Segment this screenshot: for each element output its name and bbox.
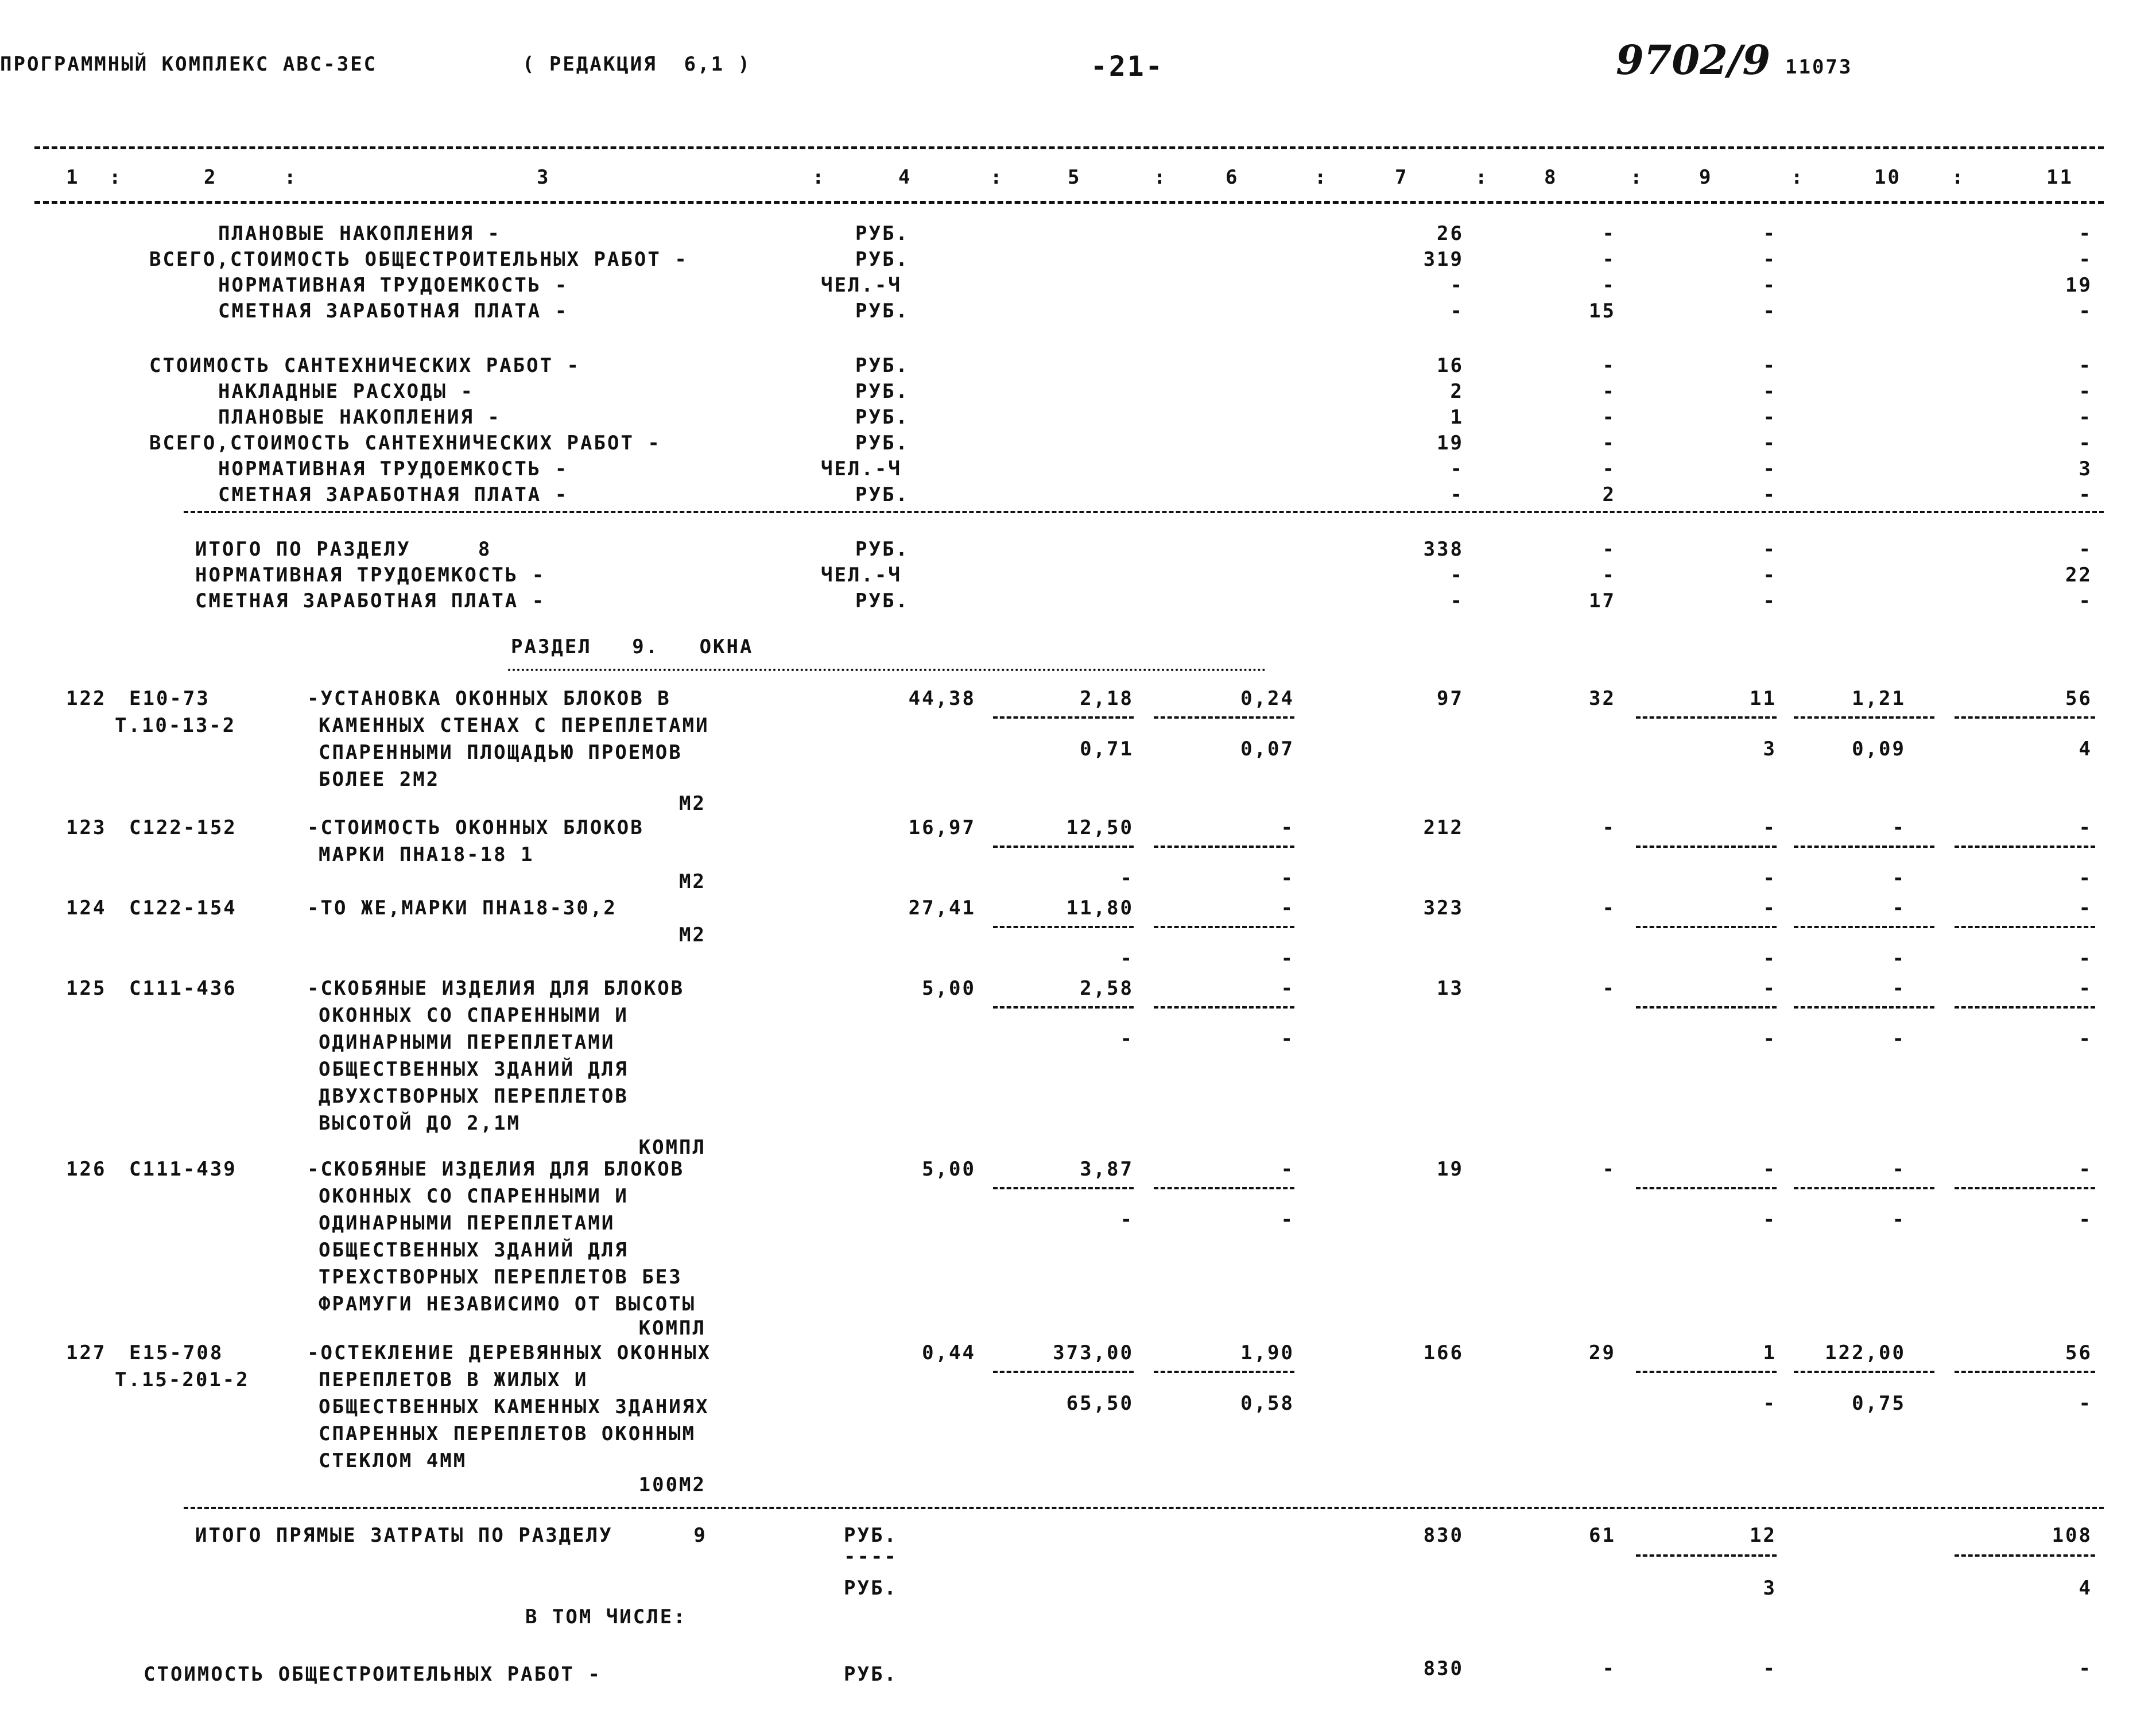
col11-sub-cell: - — [2079, 1027, 2092, 1050]
col9-cell: - — [1763, 1158, 1777, 1181]
item-unit: КОМПЛ — [638, 1317, 706, 1340]
col6-cell: - — [1281, 1158, 1294, 1181]
col9-sub-cell: 3 — [1763, 1577, 1777, 1600]
item-code: Е10-73 — [129, 687, 210, 710]
col11-cell: - — [2079, 354, 2092, 377]
summary-label: НОРМАТИВНАЯ ТРУДОЕМКОСТЬ - — [218, 457, 569, 480]
section-title-underline — [508, 669, 1266, 671]
col11-sub-cell: - — [2079, 947, 2092, 970]
column-separator: : — [812, 166, 826, 189]
subvalue-rule — [1154, 716, 1294, 719]
col9-cell: - — [1763, 432, 1777, 455]
item-description-line: ОБЩЕСТВЕННЫХ ЗДАНИЙ ДЛЯ — [319, 1239, 629, 1262]
subvalue-rule — [1636, 1371, 1777, 1373]
unit-cell: РУБ. — [855, 589, 909, 612]
col4-cell: 27,41 — [908, 897, 976, 920]
col10-cell: - — [1892, 977, 1906, 1000]
column-header-5: 5 — [1068, 166, 1081, 189]
section-title: РАЗДЕЛ 9. ОКНА — [511, 635, 754, 658]
col9-sub-cell: - — [1763, 947, 1777, 970]
item-description-line: -ОСТЕКЛЕНИЕ ДЕРЕВЯННЫХ ОКОННЫХ — [307, 1341, 712, 1364]
subvalue-rule — [1636, 1187, 1777, 1189]
col7-cell: 212 — [1423, 816, 1464, 839]
summary-label: НАКЛАДНЫЕ РАСХОДЫ - — [218, 380, 474, 403]
col11-cell: - — [2079, 300, 2092, 323]
col9-sub-cell: - — [1763, 1392, 1777, 1415]
col9-cell: - — [1763, 222, 1777, 245]
item-number: 125 — [66, 977, 107, 1000]
including-label: В ТОМ ЧИСЛЕ: — [525, 1605, 687, 1628]
subvalue-rule — [1636, 716, 1777, 719]
subvalue-rule — [1794, 1006, 1934, 1009]
col5-sub-cell: - — [1120, 1208, 1134, 1231]
item-description-line: ОКОННЫХ СО СПАРЕННЫМИ И — [319, 1004, 629, 1027]
unit-cell: РУБ. — [855, 300, 909, 323]
header-rule-top — [34, 146, 2104, 149]
col4-cell: 0,44 — [922, 1341, 976, 1364]
col7-cell: 19 — [1437, 1158, 1464, 1181]
col8-cell: - — [1602, 222, 1616, 245]
subvalue-rule — [993, 716, 1134, 719]
item-code: С111-436 — [129, 977, 237, 1000]
col5-cell: 3,87 — [1080, 1158, 1134, 1181]
unit-cell: ЧЕЛ.-Ч — [821, 274, 902, 297]
col7-cell: - — [1450, 483, 1464, 506]
col7-cell: 13 — [1437, 977, 1464, 1000]
item-unit: М2 — [679, 792, 706, 815]
col7-cell: 830 — [1423, 1657, 1464, 1680]
item-code: Т.10-13-2 — [115, 714, 236, 737]
column-header-9: 9 — [1699, 166, 1713, 189]
column-separator: : — [1475, 166, 1489, 189]
col11-sub-cell: - — [2079, 1392, 2092, 1415]
column-header-3: 3 — [537, 166, 550, 189]
col8-cell: 61 — [1589, 1524, 1616, 1547]
unit-cell: РУБ. — [855, 483, 909, 506]
col4-cell: 44,38 — [908, 687, 976, 710]
unit-cell: ЧЕЛ.-Ч — [821, 564, 902, 587]
unit-cell: РУБ. — [844, 1524, 898, 1547]
item-description-line: -УСТАНОВКА ОКОННЫХ БЛОКОВ В — [307, 687, 671, 710]
summary-label: СМЕТНАЯ ЗАРАБОТНАЯ ПЛАТА - — [218, 483, 569, 506]
col8-cell: - — [1602, 457, 1616, 480]
item-description-line: ОБЩЕСТВЕННЫХ ЗДАНИЙ ДЛЯ — [319, 1058, 629, 1081]
col7-cell: - — [1450, 589, 1464, 612]
unit-cell: РУБ. — [855, 432, 909, 455]
col9-cell: - — [1763, 457, 1777, 480]
col11-cell: - — [2079, 816, 2092, 839]
subvalue-rule — [1154, 846, 1294, 848]
summary-label: ПЛАНОВЫЕ НАКОПЛЕНИЯ - — [218, 222, 501, 245]
doc-number-handwritten: 9702/9 — [1616, 36, 1771, 84]
col7-cell: - — [1450, 457, 1464, 480]
col11-cell: 56 — [2065, 1341, 2092, 1364]
subvalue-rule — [1794, 1187, 1934, 1189]
col8-cell: 2 — [1602, 483, 1616, 506]
item-code: С111-439 — [129, 1158, 237, 1181]
col7-cell: 1 — [1450, 406, 1464, 429]
col7-cell: 830 — [1423, 1524, 1464, 1547]
col6-sub-cell: - — [1281, 1208, 1294, 1231]
column-separator: : — [109, 166, 123, 189]
col7-cell: - — [1450, 564, 1464, 587]
subvalue-rule — [1636, 1006, 1777, 1009]
col5-cell: 373,00 — [1053, 1341, 1134, 1364]
col9-cell: 1 — [1763, 1341, 1777, 1364]
col8-cell: - — [1602, 406, 1616, 429]
col11-cell: - — [2079, 1158, 2092, 1181]
item-unit: 100М2 — [638, 1473, 706, 1496]
item-unit: М2 — [679, 870, 706, 893]
col11-sub-cell: - — [2079, 867, 2092, 890]
subvalue-rule — [993, 926, 1134, 928]
total8-label: СМЕТНАЯ ЗАРАБОТНАЯ ПЛАТА - — [195, 589, 546, 612]
summary-label: НОРМАТИВНАЯ ТРУДОЕМКОСТЬ - — [218, 274, 569, 297]
col8-cell: - — [1602, 354, 1616, 377]
total9-label: ИТОГО ПРЯМЫЕ ЗАТРАТЫ ПО РАЗДЕЛУ 9 — [195, 1524, 707, 1547]
column-separator: : — [1154, 166, 1168, 189]
col10-sub-cell: - — [1892, 867, 1906, 890]
col9-sub-cell: - — [1763, 1208, 1777, 1231]
col9-cell: - — [1763, 589, 1777, 612]
col11-cell: 108 — [2052, 1524, 2092, 1547]
item-description-line: ОДИНАРНЫМИ ПЕРЕПЛЕТАМИ — [319, 1031, 615, 1054]
column-header-8: 8 — [1544, 166, 1558, 189]
col6-cell: - — [1281, 977, 1294, 1000]
col11-cell: - — [2079, 406, 2092, 429]
col9-cell: - — [1763, 274, 1777, 297]
item-code: С122-152 — [129, 816, 237, 839]
col9-cell: - — [1763, 1657, 1777, 1680]
col9-cell: - — [1763, 564, 1777, 587]
col8-cell: - — [1602, 1657, 1616, 1680]
summary-label: ВСЕГО,СТОИМОСТЬ САНТЕХНИЧЕСКИХ РАБОТ - — [149, 432, 661, 455]
col11-cell: 3 — [2079, 457, 2092, 480]
col9-cell: - — [1763, 816, 1777, 839]
item-unit: М2 — [679, 924, 706, 947]
item-description-line: ТРЕХСТВОРНЫХ ПЕРЕПЛЕТОВ БЕЗ — [319, 1266, 683, 1289]
column-header-11: 11 — [2046, 166, 2073, 189]
item-description-line: -СТОИМОСТЬ ОКОННЫХ БЛОКОВ — [307, 816, 644, 839]
col7-cell: - — [1450, 300, 1464, 323]
col9-cell: - — [1763, 248, 1777, 271]
subvalue-rule — [1154, 926, 1294, 928]
item-description-line: ДВУХСТВОРНЫХ ПЕРЕПЛЕТОВ — [319, 1085, 629, 1108]
subvalue-rule — [1636, 1554, 1777, 1557]
unit-cell: РУБ. — [855, 354, 909, 377]
col9-cell: - — [1763, 538, 1777, 561]
col10-cell: - — [1892, 1158, 1906, 1181]
subvalue-rule — [1154, 1371, 1294, 1373]
col10-cell: 122,00 — [1825, 1341, 1906, 1364]
unit-cell: РУБ. — [855, 406, 909, 429]
subvalue-rule — [1154, 1006, 1294, 1009]
col5-sub-cell: - — [1120, 1027, 1134, 1050]
subvalue-rule — [1794, 846, 1934, 848]
col6-sub-cell: - — [1281, 1027, 1294, 1050]
col4-cell: 5,00 — [922, 977, 976, 1000]
col4-cell: 5,00 — [922, 1158, 976, 1181]
col8-cell: - — [1602, 274, 1616, 297]
col6-sub-cell: - — [1281, 947, 1294, 970]
col7-cell: 19 — [1437, 432, 1464, 455]
unit-cell: ЧЕЛ.-Ч — [821, 457, 902, 480]
col7-cell: 319 — [1423, 248, 1464, 271]
item-code: Т.15-201-2 — [115, 1368, 250, 1391]
col8-cell: - — [1602, 816, 1616, 839]
item-description-line: -ТО ЖЕ,МАРКИ ПНА18-30,2 — [307, 897, 617, 920]
col9-cell: - — [1763, 406, 1777, 429]
item-code: С122-154 — [129, 897, 237, 920]
column-header-6: 6 — [1226, 166, 1239, 189]
summary-label: СТОИМОСТЬ САНТЕХНИЧЕСКИХ РАБОТ - — [149, 354, 581, 377]
item-number: 127 — [66, 1341, 107, 1364]
col10-sub-cell: - — [1892, 1027, 1906, 1050]
item-description-line: ПЕРЕПЛЕТОВ В ЖИЛЫХ И — [319, 1368, 588, 1391]
unit-cell: РУБ. — [855, 222, 909, 245]
col5-sub-cell: - — [1120, 867, 1134, 890]
col10-sub-cell: - — [1892, 947, 1906, 970]
item-description-line: СПАРЕННЫМИ ПЛОЩАДЬЮ ПРОЕМОВ — [319, 741, 683, 764]
col5-cell: 12,50 — [1066, 816, 1134, 839]
subvalue-rule — [1955, 1006, 2095, 1009]
col9-cell: - — [1763, 483, 1777, 506]
col8-cell: - — [1602, 538, 1616, 561]
col9-sub-cell: - — [1763, 867, 1777, 890]
unit-cell: РУБ. — [844, 1577, 898, 1600]
col11-cell: - — [2079, 897, 2092, 920]
col11-cell: - — [2079, 977, 2092, 1000]
col11-cell: 19 — [2065, 274, 2092, 297]
col7-cell: 166 — [1423, 1341, 1464, 1364]
item-unit: КОМПЛ — [638, 1136, 706, 1159]
column-header-2: 2 — [204, 166, 218, 189]
item-description-line: БОЛЕЕ 2М2 — [319, 768, 440, 791]
col8-cell: - — [1602, 897, 1616, 920]
col8-cell: 15 — [1589, 300, 1616, 323]
subvalue-rule — [1794, 716, 1934, 719]
item-number: 122 — [66, 687, 107, 710]
col9-cell: - — [1763, 897, 1777, 920]
col8-cell: - — [1602, 564, 1616, 587]
col11-cell: - — [2079, 222, 2092, 245]
last-label: СТОИМОСТЬ ОБЩЕСТРОИТЕЛЬНЫХ РАБОТ - — [144, 1663, 602, 1686]
col6-sub-cell: 0,58 — [1240, 1392, 1294, 1415]
col11-cell: - — [2079, 483, 2092, 506]
total8-label: ИТОГО ПО РАЗДЕЛУ 8 — [195, 538, 492, 561]
subvalue-rule — [993, 1006, 1134, 1009]
col7-cell: 26 — [1437, 222, 1464, 245]
column-separator: : — [1630, 166, 1644, 189]
item-description-line: -СКОБЯНЫЕ ИЗДЕЛИЯ ДЛЯ БЛОКОВ — [307, 1158, 685, 1181]
col7-cell: 338 — [1423, 538, 1464, 561]
unit-dash: ---- — [844, 1545, 898, 1568]
col9-cell: 12 — [1750, 1524, 1777, 1547]
program-name: ПРОГРАММНЫЙ КОМПЛЕКС АВС-3ЕС — [0, 53, 378, 76]
col9-sub-cell: - — [1763, 1027, 1777, 1050]
col11-cell: 22 — [2065, 564, 2092, 587]
column-header-7: 7 — [1395, 166, 1409, 189]
column-separator: : — [284, 166, 298, 189]
col11-sub-cell: 4 — [2079, 1577, 2092, 1600]
col8-cell: - — [1602, 432, 1616, 455]
col8-cell: - — [1602, 380, 1616, 403]
col7-cell: - — [1450, 274, 1464, 297]
col8-cell: 29 — [1589, 1341, 1616, 1364]
col9-cell: 11 — [1750, 687, 1777, 710]
item-description-line: СПАРЕННЫХ ПЕРЕПЛЕТОВ ОКОННЫМ — [319, 1422, 696, 1445]
item-description-line: -СКОБЯНЫЕ ИЗДЕЛИЯ ДЛЯ БЛОКОВ — [307, 977, 685, 1000]
item-number: 124 — [66, 897, 107, 920]
col8-cell: - — [1602, 248, 1616, 271]
summary-label: СМЕТНАЯ ЗАРАБОТНАЯ ПЛАТА - — [218, 300, 569, 323]
item-description-line: ОБЩЕСТВЕННЫХ КАМЕННЫХ ЗДАНИЯХ — [319, 1395, 709, 1418]
item-description-line: СТЕКЛОМ 4ММ — [319, 1449, 467, 1472]
col9-sub-cell: 3 — [1763, 738, 1777, 761]
col9-cell: - — [1763, 380, 1777, 403]
col10-cell: - — [1892, 816, 1906, 839]
col5-sub-cell: - — [1120, 947, 1134, 970]
col10-sub-cell: 0,09 — [1852, 738, 1906, 761]
item-code: Е15-708 — [129, 1341, 224, 1364]
subvalue-rule — [1955, 716, 2095, 719]
col10-cell: 1,21 — [1852, 687, 1906, 710]
subvalue-rule — [1955, 1371, 2095, 1373]
item-description-line: ФРАМУГИ НЕЗАВИСИМО ОТ ВЫСОТЫ — [319, 1293, 696, 1316]
subvalue-rule — [1636, 926, 1777, 928]
subvalue-rule — [993, 1371, 1134, 1373]
column-header-1: 1 — [66, 166, 80, 189]
column-separator: : — [1952, 166, 1965, 189]
col6-cell: 1,90 — [1240, 1341, 1294, 1364]
col11-cell: - — [2079, 589, 2092, 612]
col11-cell: - — [2079, 380, 2092, 403]
col5-cell: 2,58 — [1080, 977, 1134, 1000]
subvalue-rule — [1955, 1554, 2095, 1557]
header-rule-bottom — [34, 201, 2104, 204]
unit-cell: РУБ. — [855, 248, 909, 271]
unit-cell: РУБ. — [844, 1663, 898, 1686]
col7-cell: 16 — [1437, 354, 1464, 377]
col9-cell: - — [1763, 300, 1777, 323]
col4-cell: 16,97 — [908, 816, 976, 839]
col9-cell: - — [1763, 354, 1777, 377]
column-header-10: 10 — [1874, 166, 1901, 189]
subvalue-rule — [1955, 846, 2095, 848]
subvalue-rule — [1636, 846, 1777, 848]
summary-label: ВСЕГО,СТОИМОСТЬ ОБЩЕСТРОИТЕЛЬНЫХ РАБОТ - — [149, 248, 688, 271]
col6-cell: - — [1281, 897, 1294, 920]
subvalue-rule — [1794, 926, 1934, 928]
col11-sub-cell: - — [2079, 1208, 2092, 1231]
unit-cell: РУБ. — [855, 538, 909, 561]
col5-sub-cell: 0,71 — [1080, 738, 1134, 761]
col10-cell: - — [1892, 897, 1906, 920]
subvalue-rule — [993, 846, 1134, 848]
col9-cell: - — [1763, 977, 1777, 1000]
col8-cell: 17 — [1589, 589, 1616, 612]
col8-cell: 32 — [1589, 687, 1616, 710]
subvalue-rule — [1955, 926, 2095, 928]
unit-cell: РУБ. — [855, 380, 909, 403]
col10-sub-cell: - — [1892, 1208, 1906, 1231]
col11-cell: - — [2079, 538, 2092, 561]
subvalue-rule — [1955, 1187, 2095, 1189]
col5-cell: 11,80 — [1066, 897, 1134, 920]
col8-cell: - — [1602, 1158, 1616, 1181]
col5-sub-cell: 65,50 — [1066, 1392, 1134, 1415]
col6-cell: 0,24 — [1240, 687, 1294, 710]
item-number: 123 — [66, 816, 107, 839]
col11-cell: - — [2079, 248, 2092, 271]
col7-cell: 2 — [1450, 380, 1464, 403]
col6-cell: - — [1281, 816, 1294, 839]
col11-cell: - — [2079, 432, 2092, 455]
summary-label: ПЛАНОВЫЕ НАКОПЛЕНИЯ - — [218, 406, 501, 429]
col11-cell: 56 — [2065, 687, 2092, 710]
column-separator: : — [990, 166, 1004, 189]
col6-sub-cell: 0,07 — [1240, 738, 1294, 761]
page-number: -21- — [1091, 51, 1164, 83]
col8-cell: - — [1602, 977, 1616, 1000]
subvalue-rule — [1154, 1187, 1294, 1189]
section8-total-rule — [184, 511, 2104, 513]
col7-cell: 97 — [1437, 687, 1464, 710]
doc-code: 11073 — [1785, 56, 1853, 79]
item-description-line: КАМЕННЫХ СТЕНАХ С ПЕРЕПЛЕТАМИ — [319, 714, 709, 737]
subvalue-rule — [993, 1187, 1134, 1189]
col10-sub-cell: 0,75 — [1852, 1392, 1906, 1415]
col7-cell: 323 — [1423, 897, 1464, 920]
column-separator: : — [1791, 166, 1805, 189]
section9-total-rule — [184, 1507, 2104, 1509]
edition-label: ( РЕДАКЦИЯ 6,1 ) — [522, 53, 751, 76]
subvalue-rule — [1794, 1371, 1934, 1373]
item-number: 126 — [66, 1158, 107, 1181]
total8-label: НОРМАТИВНАЯ ТРУДОЕМКОСТЬ - — [195, 564, 546, 587]
col5-cell: 2,18 — [1080, 687, 1134, 710]
item-description-line: ОДИНАРНЫМИ ПЕРЕПЛЕТАМИ — [319, 1212, 615, 1235]
item-description-line: ОКОННЫХ СО СПАРЕННЫМИ И — [319, 1185, 629, 1208]
column-separator: : — [1314, 166, 1328, 189]
item-description-line: МАРКИ ПНА18-18 1 — [319, 843, 534, 866]
item-description-line: ВЫСОТОЙ ДО 2,1М — [319, 1112, 521, 1135]
column-header-4: 4 — [898, 166, 912, 189]
col6-sub-cell: - — [1281, 867, 1294, 890]
col11-sub-cell: 4 — [2079, 738, 2092, 761]
col11-cell: - — [2079, 1657, 2092, 1680]
